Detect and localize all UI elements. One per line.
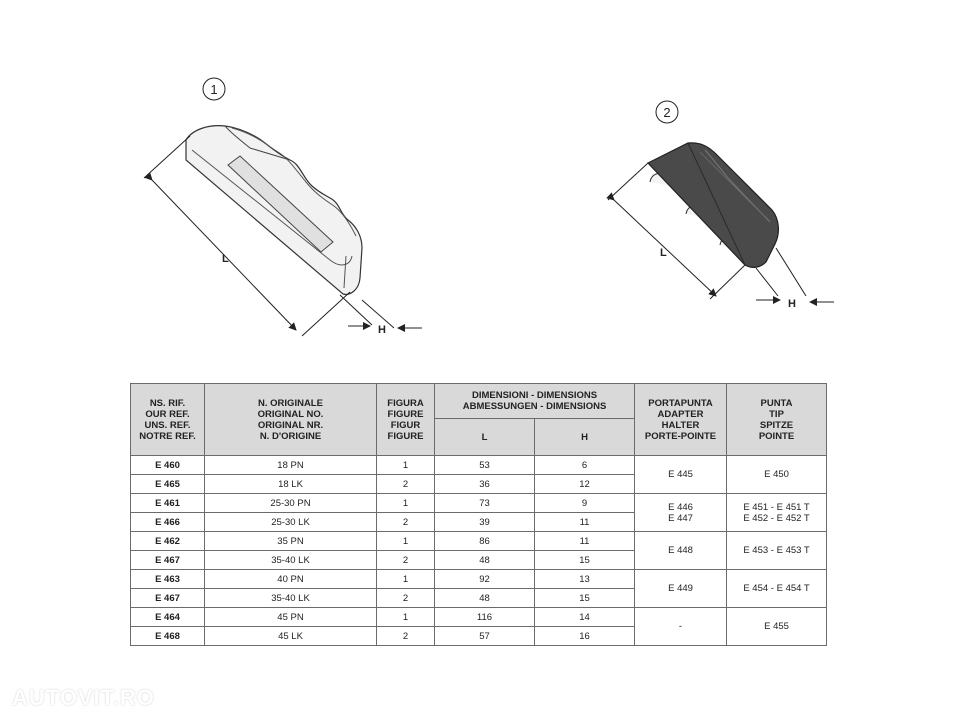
cell-original: 25-30 LK [205,513,377,532]
table-row [131,532,827,551]
cell-ref: E 463 [131,570,205,589]
cell-ref: E 460 [131,456,205,475]
header-dim-H: H [535,419,635,456]
cell-L: 36 [435,475,535,494]
header-adapter: PORTAPUNTA ADAPTER HALTER PORTE-POINTE [635,384,727,456]
header-original-no: N. ORIGINALE ORIGINAL NO. ORIGINAL NR. N. D'ORIGINE [205,384,377,456]
cell-ref: E 467 [131,589,205,608]
figure-1-drawing [144,78,422,336]
figure-1-label-H: H [378,324,386,336]
cell-original: 35-40 LK [205,551,377,570]
cell-L: 92 [435,570,535,589]
header-dimensions: DIMENSIONI - DIMENSIONS ABMESSUNGEN - DIMENSIONS [435,384,635,419]
figure-1-part [186,126,362,295]
figure-1-label-L: L [222,253,229,265]
cell-H: 9 [535,494,635,513]
cell-figure: 2 [377,627,435,646]
cell-tip: E 450 [727,456,827,494]
figure-2-drawing [608,101,834,310]
cell-original: 18 PN [205,456,377,475]
figure-1-number: 1 [210,82,218,97]
table-row [131,608,827,627]
cell-H: 14 [535,608,635,627]
cell-figure: 2 [377,513,435,532]
cell-H: 11 [535,513,635,532]
cell-H: 11 [535,532,635,551]
table-row [131,494,827,513]
cell-L: 53 [435,456,535,475]
cell-figure: 2 [377,475,435,494]
cell-ref: E 462 [131,532,205,551]
cell-figure: 1 [377,532,435,551]
cell-original: 25-30 PN [205,494,377,513]
cell-tip: E 455 [727,608,827,646]
cell-L: 39 [435,513,535,532]
cell-figure: 1 [377,570,435,589]
cell-ref: E 464 [131,608,205,627]
cell-figure: 2 [377,551,435,570]
figure-2-label-L: L [660,247,667,259]
cell-L: 48 [435,589,535,608]
cell-original: 18 LK [205,475,377,494]
cell-L: 73 [435,494,535,513]
table-row [131,570,827,589]
cell-adapter: E 448 [635,532,727,570]
cell-figure: 1 [377,456,435,475]
cell-H: 12 [535,475,635,494]
cell-original: 45 PN [205,608,377,627]
cell-tip: E 451 - E 451 T E 452 - E 452 T [727,494,827,532]
cell-original: 35-40 LK [205,589,377,608]
watermark: AUTOVIT.RO [12,685,155,710]
figure-2-part [648,143,778,268]
table-row [131,456,827,475]
cell-H: 13 [535,570,635,589]
cell-tip: E 453 - E 453 T [727,532,827,570]
cell-figure: 1 [377,608,435,627]
cell-adapter: E 445 [635,456,727,494]
cell-original: 40 PN [205,570,377,589]
specifications-table [130,383,827,646]
cell-tip: E 454 - E 454 T [727,570,827,608]
cell-ref: E 467 [131,551,205,570]
cell-ref: E 465 [131,475,205,494]
cell-original: 45 LK [205,627,377,646]
cell-L: 48 [435,551,535,570]
figure-2-number: 2 [663,105,671,120]
cell-figure: 1 [377,494,435,513]
cell-H: 6 [535,456,635,475]
cell-adapter: E 446 E 447 [635,494,727,532]
header-tip: PUNTA TIP SPITZE POINTE [727,384,827,456]
cell-L: 57 [435,627,535,646]
cell-original: 35 PN [205,532,377,551]
cell-figure: 2 [377,589,435,608]
header-figure: FIGURA FIGURE FIGUR FIGURE [377,384,435,456]
figure-2-label-H: H [788,298,796,310]
cell-L: 86 [435,532,535,551]
cell-H: 15 [535,551,635,570]
cell-H: 16 [535,627,635,646]
cell-L: 116 [435,608,535,627]
cell-ref: E 461 [131,494,205,513]
header-dim-L: L [435,419,535,456]
cell-ref: E 468 [131,627,205,646]
cell-ref: E 466 [131,513,205,532]
cell-H: 15 [535,589,635,608]
header-our-ref: NS. RIF. OUR REF. UNS. REF. NOTRE REF. [131,384,205,456]
cell-adapter: E 449 [635,570,727,608]
cell-adapter: - [635,608,727,646]
